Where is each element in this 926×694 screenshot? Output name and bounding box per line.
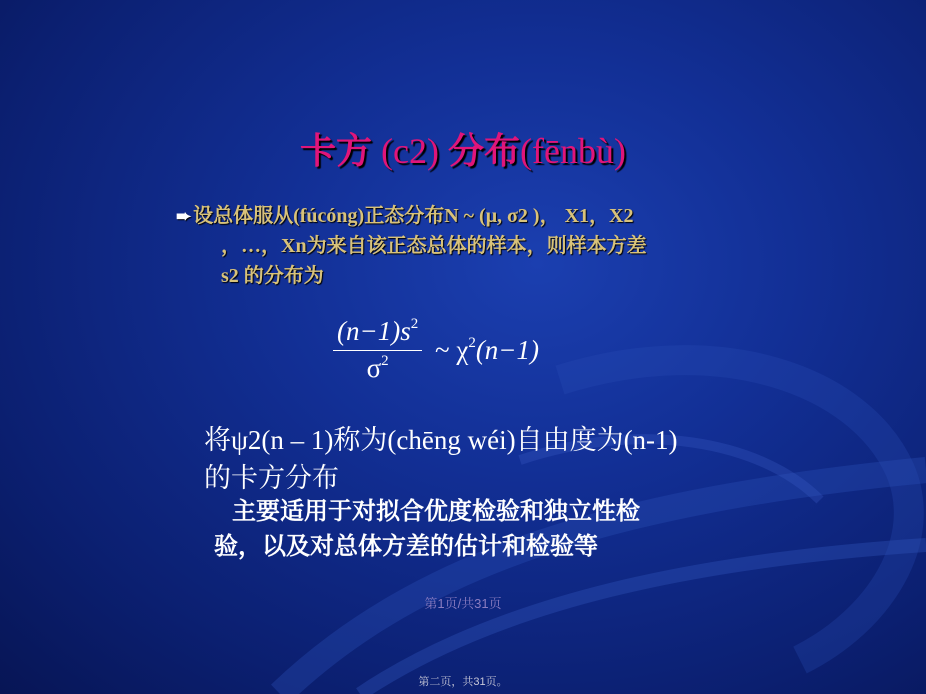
definition-text — [204, 421, 794, 497]
title-paren: (c2) — [381, 131, 439, 171]
page-number: 第1页/共31页 — [424, 596, 502, 611]
bullet-line-3: s2 的分布为 — [221, 265, 324, 287]
title-pinyin: (fēnbù) — [520, 131, 626, 171]
arrow-bullet-icon: ➨ — [176, 206, 192, 226]
chi-square-formula — [333, 316, 539, 384]
title-mid: 分布 — [439, 131, 521, 171]
bullet-paragraph — [176, 201, 786, 291]
formula-fraction — [333, 316, 422, 384]
application-line-2: 验，以及对总体方差的估计和检验等 — [214, 534, 598, 560]
definition-line-2: 的卡方分布 — [204, 463, 339, 493]
slide-title — [0, 123, 926, 174]
application-line-1: 主要适用于对拟合优度检验和独立性检 — [232, 499, 640, 525]
bullet-line-2: ，…，Xn为来自该正态总体的样本，则样本方差 — [221, 235, 647, 257]
application-text — [214, 495, 774, 565]
definition-line-1: 将ψ2(n – 1)称为(chēng wéi)自由度为(n-1) — [204, 425, 678, 455]
footer-page-count: 第二页，共31页。 — [418, 676, 508, 688]
title-prefix: 卡方 — [300, 131, 382, 171]
bullet-line-1: 设总体服从(fúcóng)正态分布N ~ (μ, σ2 )， X1，X2 — [193, 205, 634, 227]
formula-denominator: $\sigma^2$ — [366, 353, 389, 383]
formula-numerator: $(n-1)s^2$ — [333, 316, 422, 351]
formula-rhs: ~ $\chi^2(n-1)$ — [434, 334, 540, 365]
